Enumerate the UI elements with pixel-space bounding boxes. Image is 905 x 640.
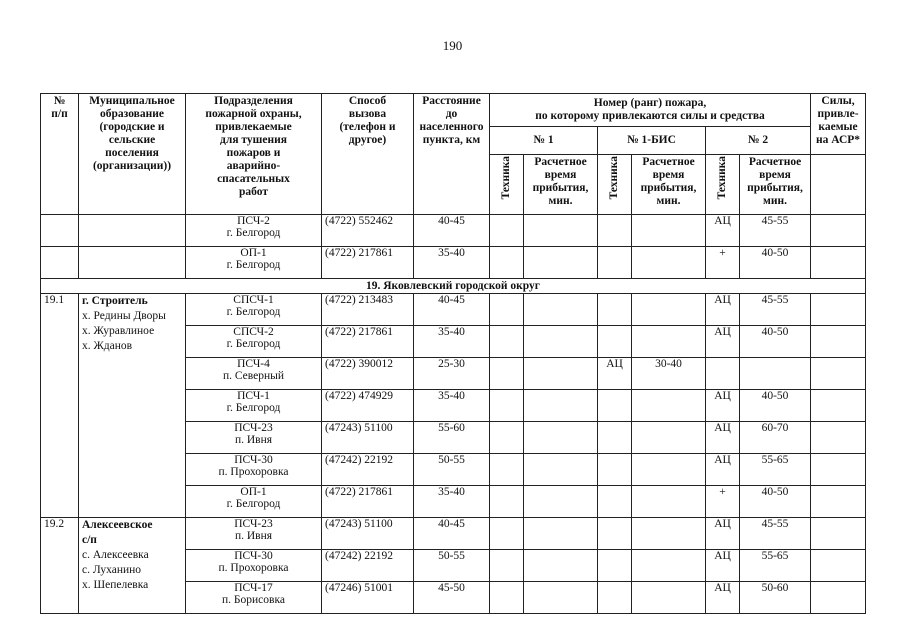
header-num: № п/п <box>41 94 79 215</box>
equipment-cell: АЦ <box>598 358 632 390</box>
arrival-cell: 50-60 <box>740 582 811 614</box>
phone-cell: (47246) 51001 <box>322 582 414 614</box>
distance-cell: 35-40 <box>414 247 490 279</box>
arrival-cell: 40-50 <box>740 390 811 422</box>
municipality-cell: г. Строитель х. Редины Дворы х. Журавлиное х. Жданов <box>79 294 186 518</box>
header-arrival-2: Расчетное время прибытия, мин. <box>740 155 811 215</box>
header-rank-2: № 2 <box>706 127 811 155</box>
arrival-cell: 55-65 <box>740 454 811 486</box>
header-municipality: Муниципальное образование (городские и сельские поселения (организации)) <box>79 94 186 215</box>
distance-cell: 40-45 <box>414 518 490 550</box>
distance-cell: 40-45 <box>414 215 490 247</box>
municipality-cell: Алексеевское с/п с. Алексеевка с. Луханино х. Шепелевка <box>79 518 186 614</box>
distance-cell: 40-45 <box>414 294 490 326</box>
unit-cell: ПСЧ-1 г. Белгород <box>186 390 322 422</box>
equipment-cell: АЦ <box>706 582 740 614</box>
header-arrival-1: Расчетное время прибытия, мин. <box>524 155 598 215</box>
arrival-cell: 30-40 <box>632 358 706 390</box>
phone-cell: (4722) 552462 <box>322 215 414 247</box>
arrival-cell: 45-55 <box>740 518 811 550</box>
distance-cell: 50-55 <box>414 550 490 582</box>
arrival-cell: 55-65 <box>740 550 811 582</box>
phone-cell: (4722) 217861 <box>322 326 414 358</box>
arrival-cell: 40-50 <box>740 247 811 279</box>
equipment-cell: АЦ <box>706 294 740 326</box>
header-fire-rank: Номер (ранг) пожара, по которому привлекаются силы и средства <box>490 94 811 127</box>
distance-cell: 35-40 <box>414 390 490 422</box>
header-asr-empty <box>811 155 866 215</box>
header-rank-1bis: № 1-БИС <box>598 127 706 155</box>
arrival-cell: 45-55 <box>740 215 811 247</box>
phone-cell: (4722) 390012 <box>322 358 414 390</box>
phone-cell: (47243) 51100 <box>322 422 414 454</box>
header-arrival-1bis: Расчетное время прибытия, мин. <box>632 155 706 215</box>
unit-cell: ПСЧ-23 п. Ивня <box>186 518 322 550</box>
phone-cell: (47242) 22192 <box>322 550 414 582</box>
table-row <box>41 215 866 247</box>
header-units: Подразделения пожарной охраны, привлекаемые для тушения пожаров и аварийно- спасательных работ <box>186 94 322 215</box>
header-distance: Расстояние до населенного пункта, км <box>414 94 490 215</box>
row-number: 19.1 <box>41 294 79 518</box>
header-equipment-1bis: Техника <box>598 155 632 215</box>
table-row <box>41 518 866 550</box>
equipment-cell: АЦ <box>706 422 740 454</box>
row-number: 19.2 <box>41 518 79 614</box>
distance-cell: 45-50 <box>414 582 490 614</box>
table-row <box>41 294 866 326</box>
table-row <box>41 247 866 279</box>
phone-cell: (4722) 213483 <box>322 294 414 326</box>
distance-cell: 35-40 <box>414 486 490 518</box>
distance-cell: 55-60 <box>414 422 490 454</box>
header-equipment-2: Техника <box>706 155 740 215</box>
unit-cell: ПСЧ-23 п. Ивня <box>186 422 322 454</box>
unit-cell: СПСЧ-2 г. Белгород <box>186 326 322 358</box>
unit-cell: ПСЧ-30 п. Прохоровка <box>186 550 322 582</box>
distance-cell: 25-30 <box>414 358 490 390</box>
equipment-cell: АЦ <box>706 550 740 582</box>
equipment-cell: АЦ <box>706 390 740 422</box>
unit-cell: ПСЧ-17 п. Борисовка <box>186 582 322 614</box>
header-asr: Силы, привле- каемые на АСР* <box>811 94 866 155</box>
page-number: 190 <box>442 38 463 53</box>
table-header <box>41 94 866 215</box>
unit-cell: СПСЧ-1 г. Белгород <box>186 294 322 326</box>
equipment-cell: АЦ <box>706 326 740 358</box>
section-row <box>41 279 866 294</box>
phone-cell: (4722) 217861 <box>322 486 414 518</box>
header-call-method: Способ вызова (телефон и другое) <box>322 94 414 215</box>
unit-cell: ПСЧ-30 п. Прохоровка <box>186 454 322 486</box>
equipment-cell: + <box>706 486 740 518</box>
distance-cell: 50-55 <box>414 454 490 486</box>
arrival-cell: 40-50 <box>740 326 811 358</box>
phone-cell: (4722) 474929 <box>322 390 414 422</box>
fire-forces-table <box>40 93 866 614</box>
equipment-cell: АЦ <box>706 215 740 247</box>
section-title: 19. Яковлевский городской округ <box>41 279 866 294</box>
distance-cell: 35-40 <box>414 326 490 358</box>
unit-cell: ОП-1 г. Белгород <box>186 486 322 518</box>
phone-cell: (47242) 22192 <box>322 454 414 486</box>
arrival-cell: 45-55 <box>740 294 811 326</box>
phone-cell: (4722) 217861 <box>322 247 414 279</box>
unit-cell: ОП-1 г. Белгород <box>186 247 322 279</box>
equipment-cell: АЦ <box>706 454 740 486</box>
arrival-cell: 60-70 <box>740 422 811 454</box>
unit-cell: ПСЧ-4 п. Северный <box>186 358 322 390</box>
header-rank-1: № 1 <box>490 127 598 155</box>
unit-cell: ПСЧ-2 г. Белгород <box>186 215 322 247</box>
header-equipment-1: Техника <box>490 155 524 215</box>
equipment-cell: + <box>706 247 740 279</box>
phone-cell: (47243) 51100 <box>322 518 414 550</box>
equipment-cell: АЦ <box>706 518 740 550</box>
arrival-cell: 40-50 <box>740 486 811 518</box>
